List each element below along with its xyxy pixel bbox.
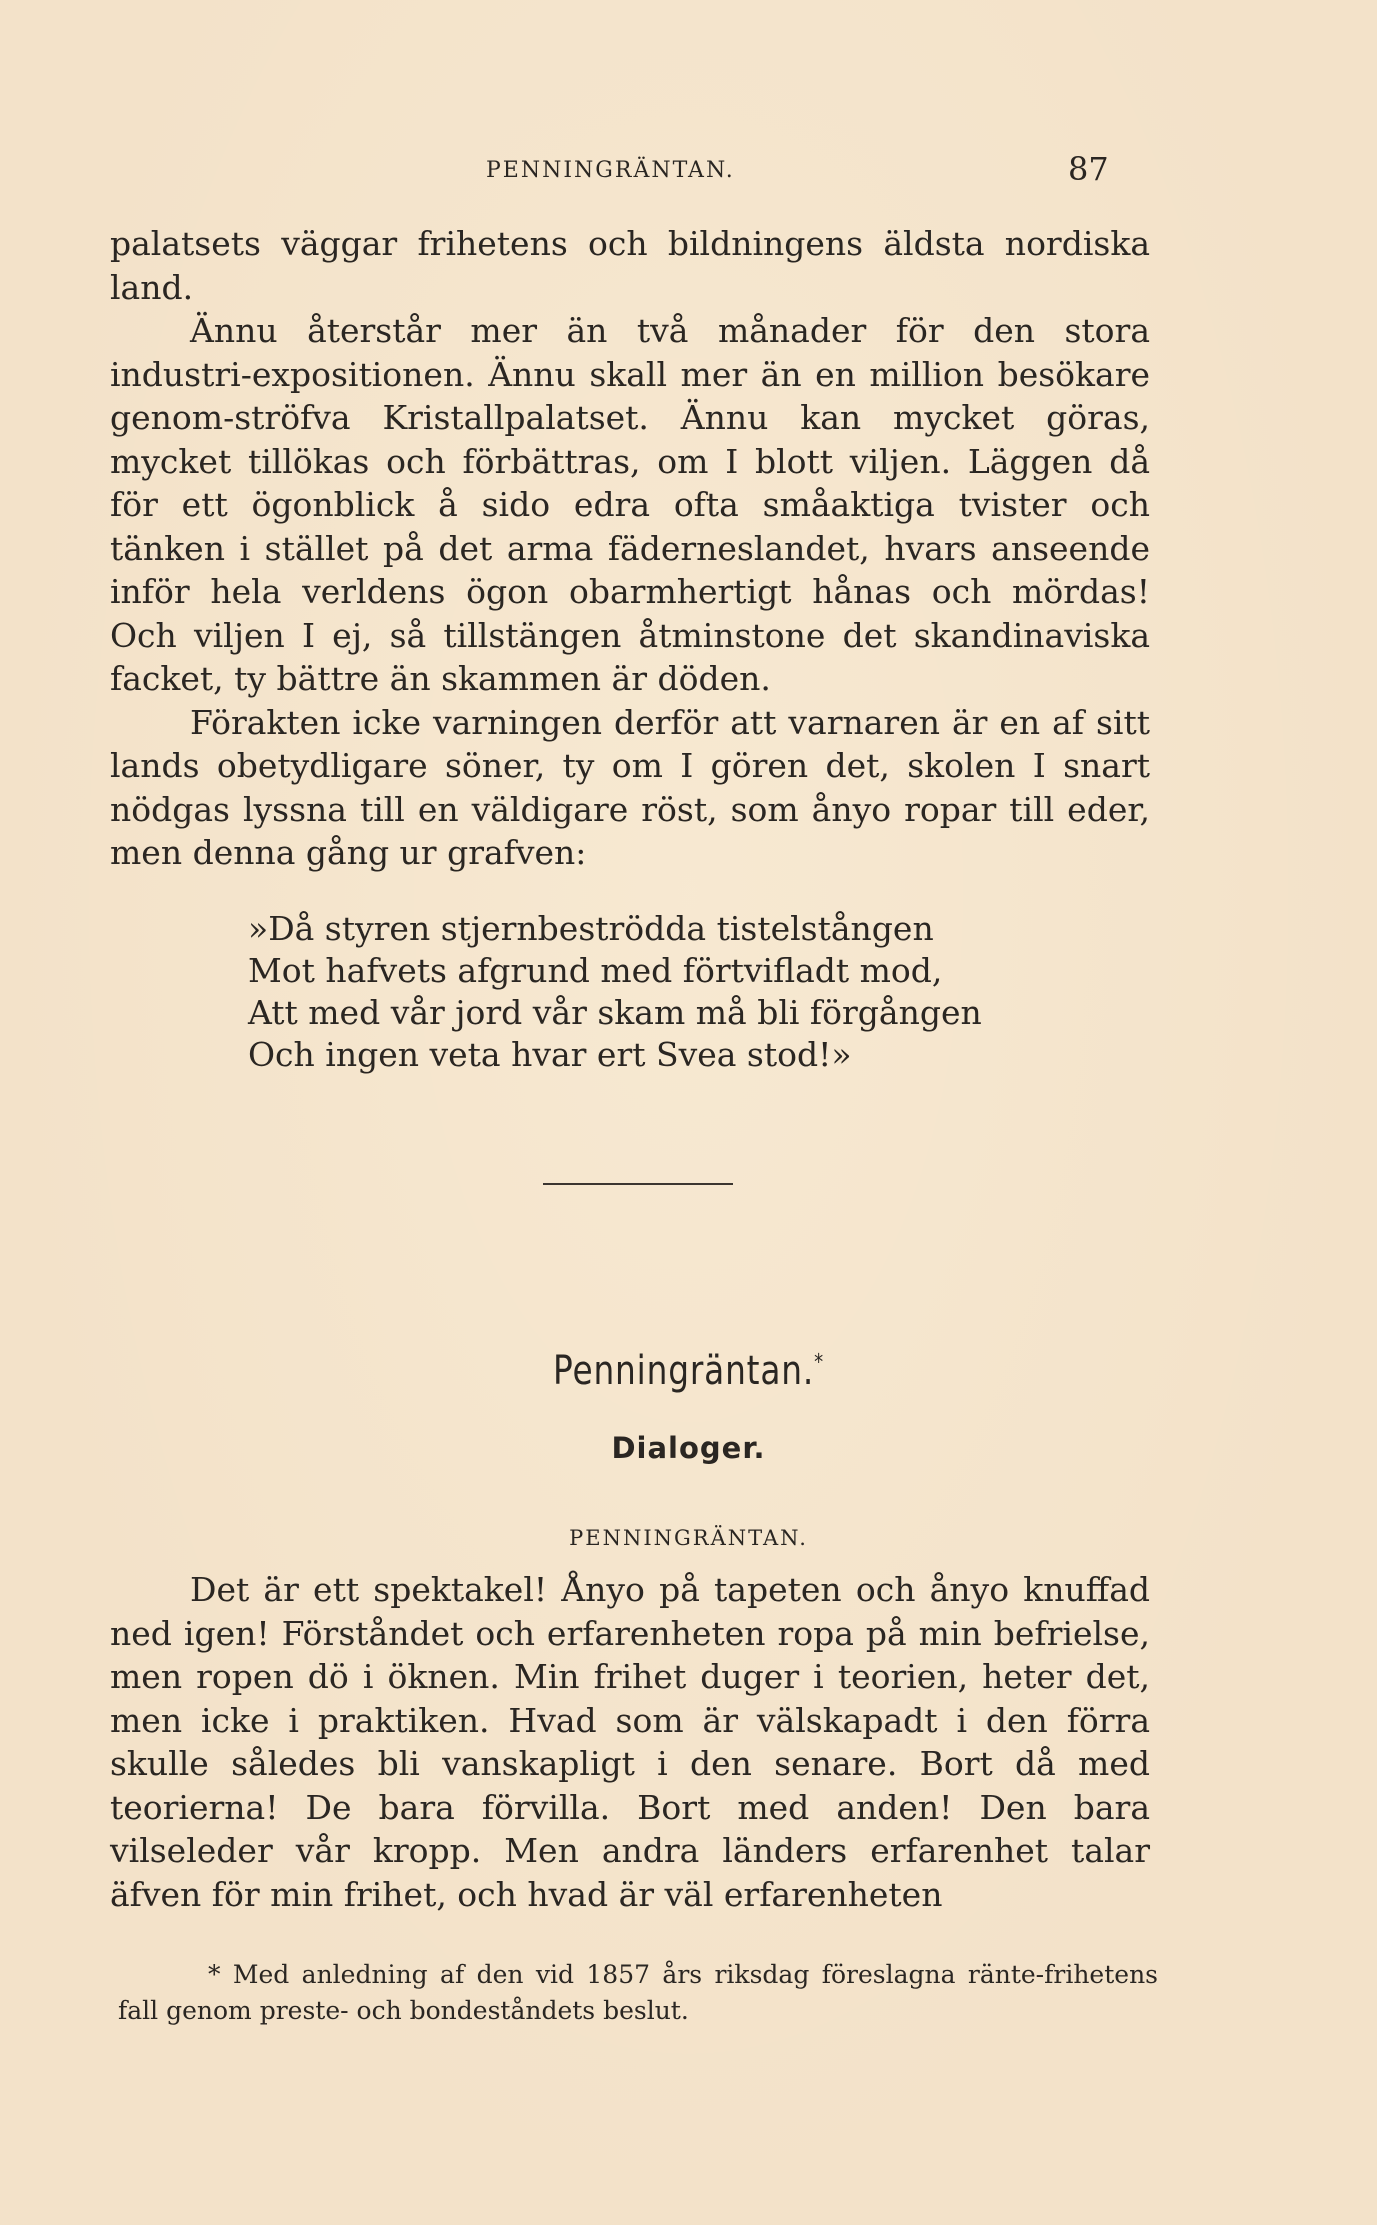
footnote [118,1957,1158,2029]
speaker-label: PENNINGRÄNTAN. [569,1526,808,1550]
paragraph-warning: Förakten icke varningen derför att varnaren är en af sitt lands obetydligare söner, ty om I gören det, skolen I snart nödgas lyssna till en väldigare röst, som ånyo ropar till eder, men denna gång ur grafven: [110,702,1150,872]
footnote-text: * Med anledning af den vid 1857 års riksdag föreslagna ränte-frihetens fall genom preste- och bondeståndets beslut. [118,1960,1158,2025]
paragraph-exposition: Ännu återstår mer än två månader för den stora industri-expositionen. Ännu skall mer än en million besökare genom-ströfva Kristallpalatset. Ännu kan mycket göras, mycket tillökas och förbättras, om I blott viljen. Läggen då för ett ögonblick å sido edra ofta småaktiga tvister och tänken i stället på det arma fäderneslandet, hvars anseende inför hela verldens ögon obarmhertigt hånas och mördas! Och viljen I ej, så tillstängen åtminstone det skandinaviska facket, ty bättre än skammen är döden. [110,311,1150,698]
running-head [0,150,1377,190]
paragraph-continuation: palatsets väggar frihetens och bildningens äldsta nordiska land. [110,224,1150,307]
section-title-text: Penningräntan. [553,1348,815,1394]
dialogue-text [110,1568,1150,1916]
body-text [110,222,1150,875]
section-divider [543,1183,733,1185]
poem-line: Och ingen veta hvar ert Svea stod!» [248,1035,852,1074]
poem-line: Att med vår jord vår skam må bli förgången [248,993,982,1032]
running-title: PENNINGRÄNTAN. [486,158,735,183]
section-subtitle: Dialoger. [611,1431,766,1465]
page-number: 87 [1068,150,1109,188]
dialogue-paragraph: Det är ett spektakel! Ånyo på tapeten och ånyo knuffad ned igen! Förståndet och erfarenheten ropa på min befrielse, men ropen dö i öknen. Min frihet duger i teorien, heter det, men icke i praktiken. Hvad som är välskapadt i den förra skulle således bli vanskapligt i den senare. Bort då med teorierna! De bara förvilla. Bort med anden! Den bara vilseleder vår kropp. Men andra länders erfarenhet talar äfven för min frihet, och hvad är väl erfarenheten [110,1570,1150,1914]
poem-line: Mot hafvets afgrund med förtvifladt mod, [248,951,943,990]
poem-quote [248,908,1148,1076]
section-title [124,1348,1253,1394]
poem-line: »Då styren stjernbeströdda tistelstången [248,909,934,948]
footnote-marker: * [814,1350,824,1376]
